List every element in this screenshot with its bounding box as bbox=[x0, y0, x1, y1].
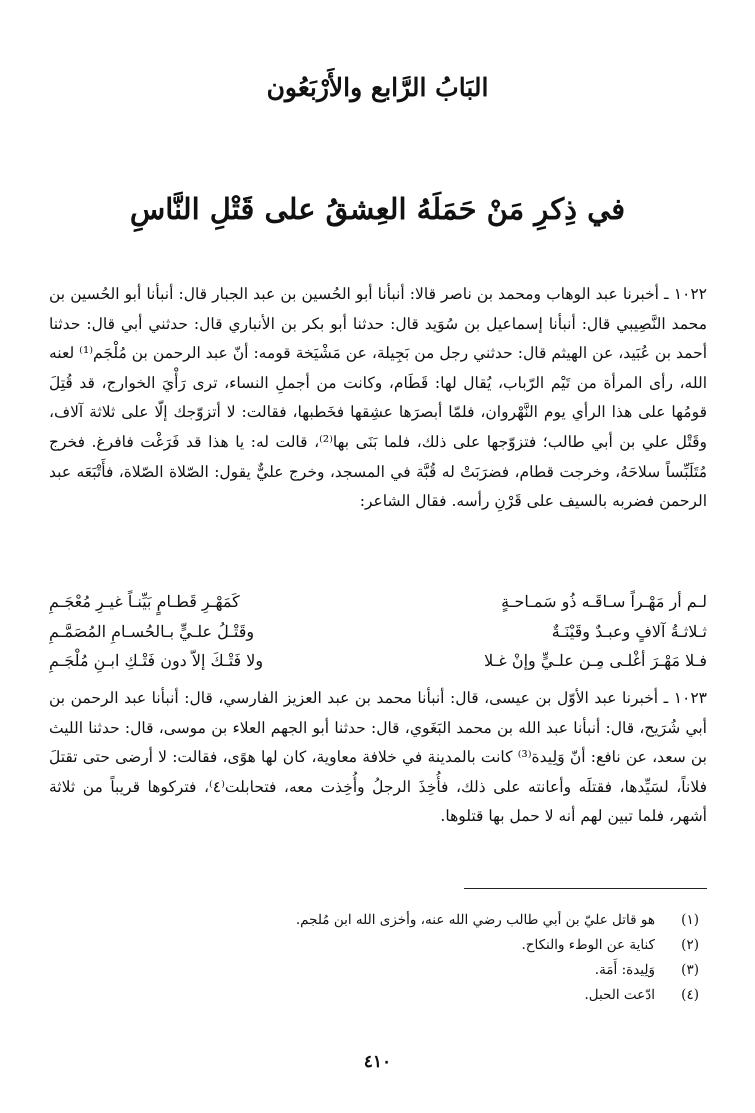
footnote-text: كناية عن الوطء والنكاح. bbox=[521, 937, 655, 953]
footnote-number: (١) bbox=[681, 912, 699, 928]
verse-first-hemistich: فـلا مَهْـرَ أغْلـى مِـن علـيٍّ وإنْ غـلا bbox=[484, 651, 707, 671]
verse-second-hemistich: ولا فَتْـكَ إلاّ دون فَتْـكِ ابـنِ مُلْجَـمِ bbox=[49, 651, 264, 671]
footnote-text: ادّعت الحبل. bbox=[584, 987, 655, 1003]
paragraph-text: ١٠٢٣ ـ أخبرنا عبد الأوّل بن عيسى، قال: أنبأنا محمد بن عبد العزيز الفارسي، قال: أنبأنا عبد الرحمن بن أبي شُرَيح، قال: أنبأنا عبد الله بن محمد البَغَوي، قال: حدثنا أبو الجهم العلاء بن موسى، قال: حدثنا الليث بن سعد، عن نافع: أنّ وَلِيدة⁽³⁾ كانت بالمدينة في خلافة معاوية، كان لها هوًى، فقالت: لا أرضى حتى تقتلَ فلاناً، لسَيِّدها، فقتلَه وأعانته على ذلك، فأُخِذَ الرجلُ وأُخِذت معه، فتحابلت⁽٤⁾، فتركوها قريباً من ثلاثة أشهر، فلما تبين لهم أنه لا حمل بها قتلوها. bbox=[49, 689, 707, 826]
page-number: ٤١٠ bbox=[363, 1052, 392, 1072]
footnote-text: هو قاتل عليّ بن أبي طالب رضي الله عنه، وأخزى الله ابن مُلجم. bbox=[295, 912, 655, 928]
paragraph-1023 bbox=[49, 684, 707, 832]
poem-verse bbox=[49, 617, 707, 647]
poem bbox=[49, 587, 707, 676]
paragraph-1022 bbox=[49, 280, 707, 517]
footnote-number: (٤) bbox=[681, 987, 699, 1003]
poem-verse bbox=[49, 646, 707, 676]
footnote-divider bbox=[464, 888, 707, 889]
footnotes-list bbox=[59, 908, 699, 1008]
chapter-heading: البَابُ الرَّابع والأَرْبَعُون bbox=[266, 73, 489, 102]
footnote-item bbox=[59, 983, 699, 1008]
verse-second-hemistich: كَمَهْـرِ قَطـامٍ بَيِّنـاً غيـرِ مُعْجَـمِ bbox=[49, 592, 240, 611]
footnote-item bbox=[59, 958, 699, 983]
footnote-number: (٢) bbox=[681, 937, 699, 953]
verse-first-hemistich: لـم أر مَهْـراً سـاقَـه ذُو سَمـاحـةٍ bbox=[501, 592, 707, 611]
section-title: في ذِكرِ مَنْ حَمَلَهُ العِشقُ على قَتْلِ النَّاسِ bbox=[129, 192, 626, 226]
poem-verse bbox=[49, 587, 707, 617]
footnote-number: (٣) bbox=[681, 962, 699, 978]
paragraph-text: ١٠٢٢ ـ أخبرنا عبد الوهاب ومحمد بن ناصر قالا: أنبأنا أبو الحُسين بن عبد الجبار قال: أنبأنا أبو الحُسين بن محمد النَّصِيبي قال: أنبأنا إسماعيل بن سُوَيد قال: حدثنا أبو بكر بن الأنباري قال: حدثني أبي قال: حدثنا أحمد بن عُبَيد، عن الهيثم قال: حدثني رجل من بَجِيلة، عن مَشْيَخة قومه: أنّ عبد الرحمن بن مُلْجَم⁽¹⁾ لعنه الله، رأى المرأة من تَيْم الرّباب، يُقال لها: قَطَام، وكانت من أجملِ النساء، ترى رَأْيَ الخوارج، قد قُتِلَ قومُها على هذا الرأي يوم النَّهْروان، فلمّا أبصرَها عشِقها فخَطبها، فقالت: لا أتزوّجك إلّا على ثلاثة آلاف، وقَتْل علي بن أبي طالب؛ فتزوّجها على ذلك، فلما بَنَى بها⁽²⁾، قالت له: يا هذا قد فَرَغْت فافرغ. فخرج مُتَلَبِّساً سلاحَهُ، وخرجت قطام، فضرَبَتْ له قُبَّة في المسجد، وخرج عليٌّ يقول: الصّلاة الصّلاة، فأَتْبَعَه عبد الرحمن فضربه بالسيف على قَرْنِ رأسه. فقال الشاعر: bbox=[49, 285, 707, 511]
verse-second-hemistich: وقَتْـلُ علـيٍّ بـالحُسـامِ المُصَمَّـمِ bbox=[49, 621, 255, 641]
footnote-item bbox=[59, 908, 699, 933]
footnote-text: وَلِيدة: أَمَة. bbox=[594, 962, 655, 978]
footnote-item bbox=[59, 933, 699, 958]
verse-first-hemistich: ثـلاثـةُ آلافٍ وعبـدٌ وقَيْنَـةٌ bbox=[551, 621, 707, 641]
